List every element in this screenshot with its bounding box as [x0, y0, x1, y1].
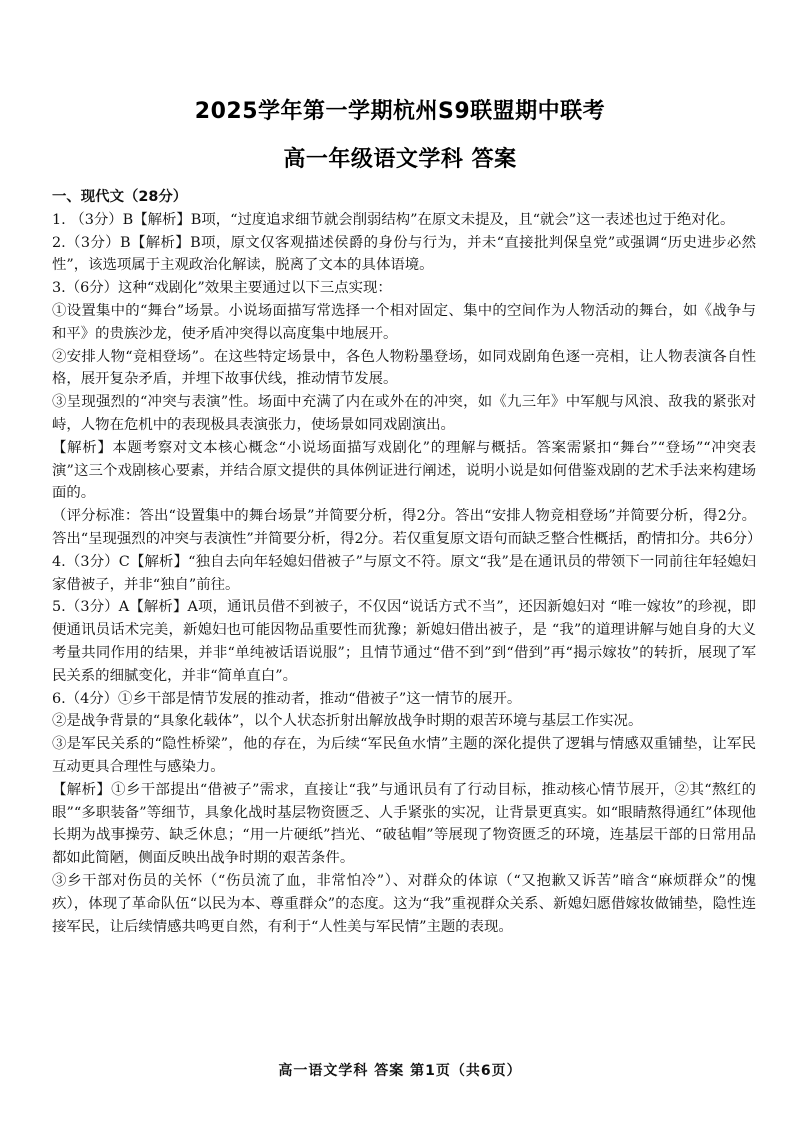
- answer-paragraph: 3.（6分）这种“戏剧化”效果主要通过以下三点实现：: [52, 280, 392, 297]
- answer-paragraph: 2.（3分）B【解析】B项，原文仅客观描述侯爵的身份与行为，并未“直接批判保皇党”或强调“历史进步必然性”，该选项属于主观政治化解读，脱离了文本的具体语境。: [52, 234, 756, 274]
- answer-paragraph: ③是军民关系的“隐性桥梁”，他的存在，为后续“军民鱼水情”主题的深化提供了逻辑与情感双重铺垫，让军民互动更具合理性与感染力。: [52, 736, 756, 775]
- section-heading: 一、现代文（28分）: [52, 189, 188, 205]
- answer-paragraph: ②是战争背景的“具象化载体”，以个人状态折射出解放战争时期的艰苦环境与基层工作实况。: [52, 713, 643, 730]
- answer-paragraph: 6.（4分）①乡干部是情节发展的推动者，推动“借被子”这一情节的展开。: [52, 690, 522, 707]
- page-footer: 高一语文学科 答案 第1页（共6页）: [278, 1063, 522, 1079]
- answer-paragraph: 【解析】本题考察对文本核心概念“小说场面描写戏剧化”的理解与概括。答案需紧扣“舞台”“登场”“冲突表演”这三个戏剧核心要素，并结合原文提供的具体例证进行阐述，说明小说是如何借鉴戏剧的艺术手法来构建场面的。: [52, 439, 756, 502]
- answer-paragraph: （评分标准：答出“设置集中的舞台场景”并简要分析，得2分。答出“安排人物竞相登场”并简要分析，得2分。 答出“呈现强烈的冲突与表演性”并简要分析，得2分。若仅重复原文语句而缺乏整合性概括，酌情扣分。共6分）: [52, 508, 762, 547]
- answer-paragraph: ③呈现强烈的“冲突与表演”性。场面中充满了内在或外在的冲突，如《九三年》中军舰与风浪、敌我的紧张对峙，人物在危机中的表现极具表演张力，使场景如同戏剧演出。: [52, 394, 756, 433]
- answer-content: [52, 186, 762, 938]
- answer-paragraph: ③乡干部对伤员的关怀（“伤员流了血，非常怕冷”）、对群众的体谅（“又抱歉又诉苦”暗含“麻烦群众”的愧疚），体现了革命队伍“以民为本、尊重群众”的态度。这为“我”重视群众关系、新媳妇愿借嫁妆做铺垫，隐性连接军民，让后续情感共鸣更自然，有利于“人性美与军民情”主题的表现。: [52, 872, 756, 935]
- answer-paragraph: ②安排人物“竞相登场”。在这些特定场景中，各色人物粉墨登场，如同戏剧角色逐一亮相，让人物表演各自性格，展开复杂矛盾，并埋下故事伏线，推动情节发展。: [52, 348, 756, 388]
- page-title: 2025学年第一学期杭州S9联盟期中联考: [194, 99, 606, 124]
- page-subtitle: 高一年级语文学科 答案: [283, 147, 517, 172]
- answer-paragraph: ①设置集中的“舞台”场景。小说场面描写常选择一个相对固定、集中的空间作为人物活动的舞台，如《战争与和平》的贵族沙龙，使矛盾冲突得以高度集中地展开。: [52, 302, 756, 342]
- answer-paragraph: 4.（3分）C【解析】“独自去向年轻媳妇借被子”与原文不符。原文“我”是在通讯员的带领下一同前往年轻媳妇家借被子，并非“独自”前往。: [52, 553, 756, 593]
- answer-paragraph: 【解析】①乡干部提出“借被子”需求，直接让“我”与通讯员有了行动目标，推动核心情节展开，②其“熬红的眼”“多职装备”等细节，具象化战时基层物资匮乏、人手紧张的实况，让背景更真实。如“眼睛熬得通红”体现他长期为战事操劳、缺乏休息；“用一片硬纸”挡光、“破毡帽”等展现了物资匮乏的环境，连基层干部的日常用品都如此简陋，侧面反映出战争时期的艰苦条件。: [52, 781, 756, 867]
- answer-paragraph: 1. （3分）B【解析】B项，“过度追求细节就会削弱结构”在原文未提及，且“就会”这一表述也过于绝对化。: [52, 211, 735, 228]
- answer-paragraph: 5.（3分）A【解析】A项，通讯员借不到被子，不仅因“说话方式不当”，还因新媳妇对 “唯一嫁妆”的珍视，即便通讯员话术完美，新媳妇也可能因物品重要性而犹豫；新媳妇借出被子，是 “我”的道理讲解与她自身的大义考量共同作用的结果，并非“单纯被话语说服”；且情节通过“借不到”到“借到”再“揭示嫁妆”的转折，展现了军民关系的细腻变化，并非“简单直白”。: [52, 599, 756, 684]
